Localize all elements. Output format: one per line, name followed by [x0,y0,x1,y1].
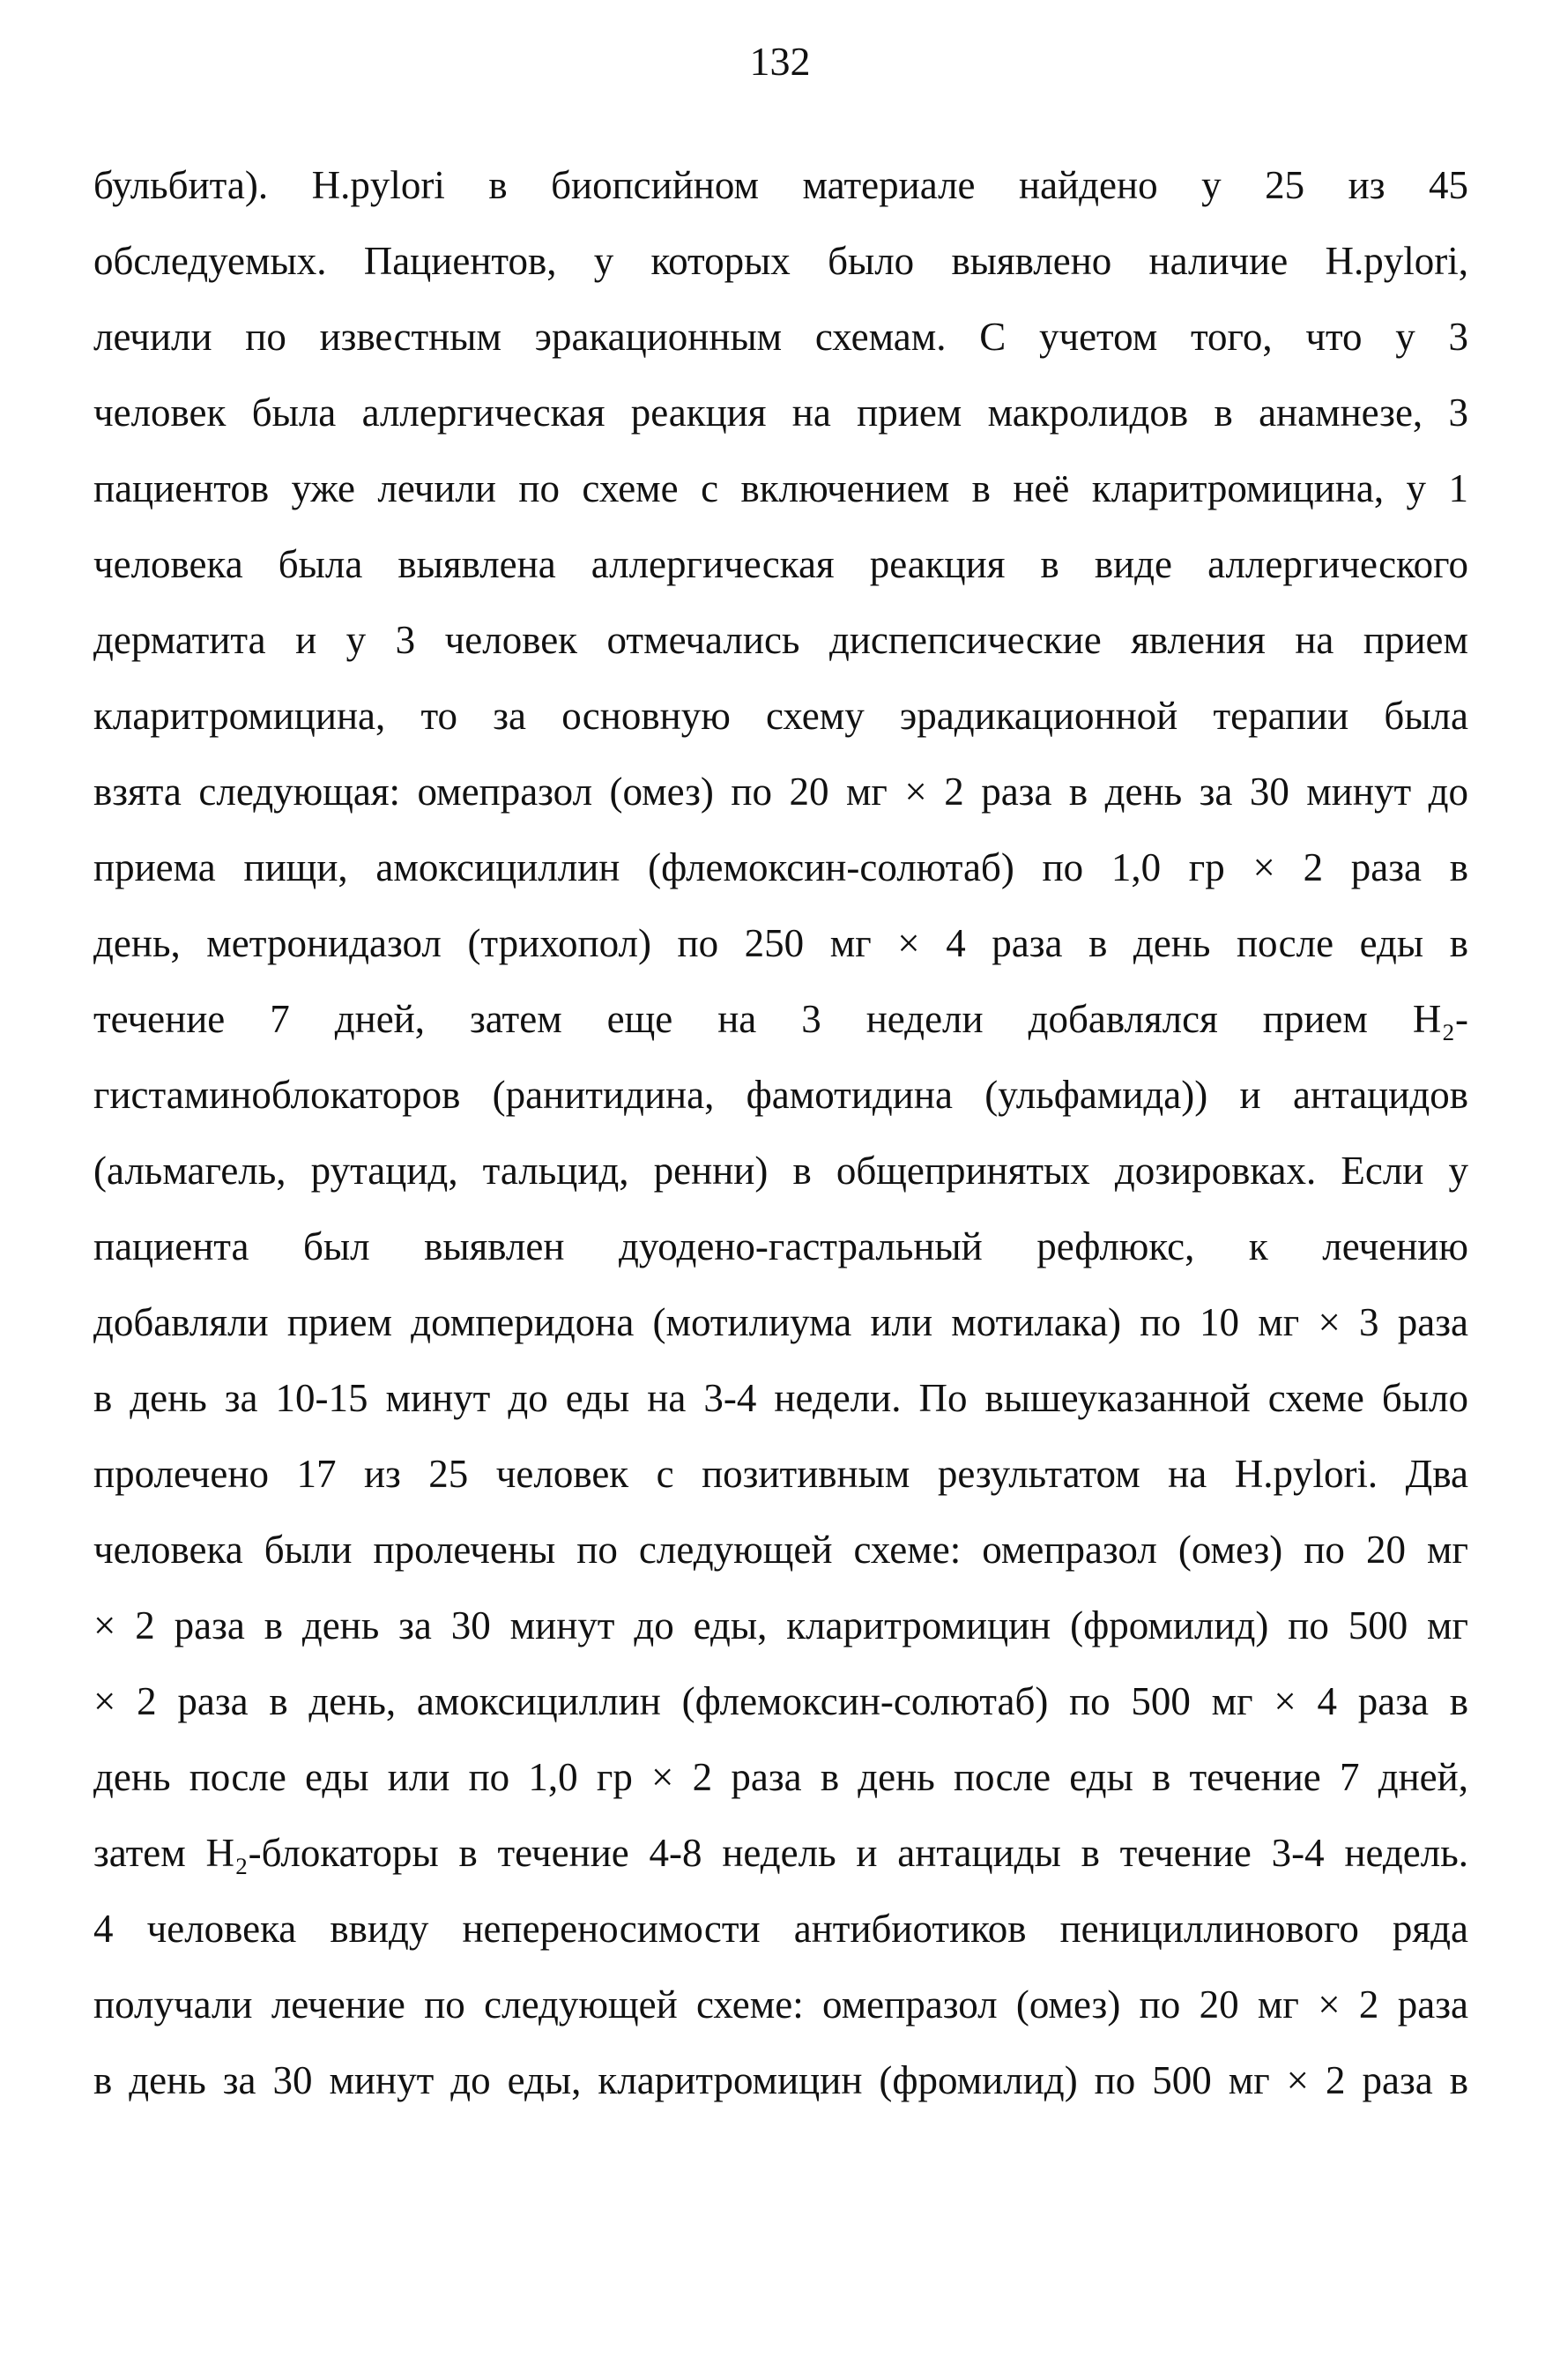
text-line: 4 человека ввиду непереносимости антибиотиков пенициллинового ряда [93,1907,1468,1951]
text-line: в день за 10-15 минут до еды на 3-4 недели. По вышеуказанной схеме было [93,1376,1468,1420]
text-line: человека была выявлена аллергическая реакция в виде аллергического [93,542,1468,586]
text-line: взята следующая: омепразол (омез) по 20 мг × 2 раза в день за 30 минут до [93,770,1468,814]
text-line: × 2 раза в день за 30 минут до еды, кларитромицин (фромилид) по 500 мг [93,1603,1468,1647]
text-line: кларитромицина, то за основную схему эрадикационной терапии была [93,694,1468,738]
text-line: × 2 раза в день, амоксициллин (флемоксин-солютаб) по 500 мг × 4 раза в [93,1679,1468,1723]
body-text [93,159,1468,2130]
text-line: затем H₂-блокаторы в течение 4-8 недель и антациды в течение 3-4 недель. [93,1831,1468,1875]
text-line: пролечено 17 из 25 человек с позитивным результатом на H.pylori. Два [93,1452,1468,1496]
text-line: в день за 30 минут до еды, кларитромицин (фромилид) по 500 мг × 2 раза в [93,2058,1468,2102]
text-line: пациентов уже лечили по схеме с включением в неё кларитромицина, у 1 [93,466,1468,510]
text-line: бульбита). H.pylori в биопсийном материале найдено у 25 из 45 [93,163,1468,207]
text-line: получали лечение по следующей схеме: омепразол (омез) по 20 мг × 2 раза [93,1982,1468,2027]
text-line: пациента был выявлен дуодено-гастральный рефлюкс, к лечению [93,1224,1468,1268]
text-line: (альмагель, рутацид, тальцид, ренни) в общепринятых дозировках. Если у [93,1149,1468,1193]
text-line: лечили по известным эракационным схемам. С учетом того, что у 3 [93,315,1468,359]
text-line: течение 7 дней, затем еще на 3 недели добавлялся прием H₂- [93,997,1468,1041]
text-line: день, метронидазол (трихопол) по 250 мг × 4 раза в день после еды в [93,921,1468,965]
text-line: приема пищи, амоксициллин (флемоксин-солютаб) по 1,0 гр × 2 раза в [93,845,1468,889]
text-line: дерматита и у 3 человек отмечались диспепсические явления на прием [93,618,1468,662]
text-line: человек была аллергическая реакция на прием макролидов в анамнезе, 3 [93,390,1468,435]
text-line: гистаминоблокаторов (ранитидина, фамотидина (ульфамида)) и антацидов [93,1073,1468,1117]
text-line: добавляли прием домперидона (мотилиума или мотилака) по 10 мг × 3 раза [93,1300,1468,1344]
text-line: обследуемых. Пациентов, у которых было выявлено наличие H.pylori, [93,239,1468,283]
page-number: 132 [749,39,811,84]
text-line: человека были пролечены по следующей схеме: омепразол (омез) по 20 мг [93,1528,1468,1572]
text-line: день после еды или по 1,0 гр × 2 раза в день после еды в течение 7 дней, [93,1755,1468,1799]
